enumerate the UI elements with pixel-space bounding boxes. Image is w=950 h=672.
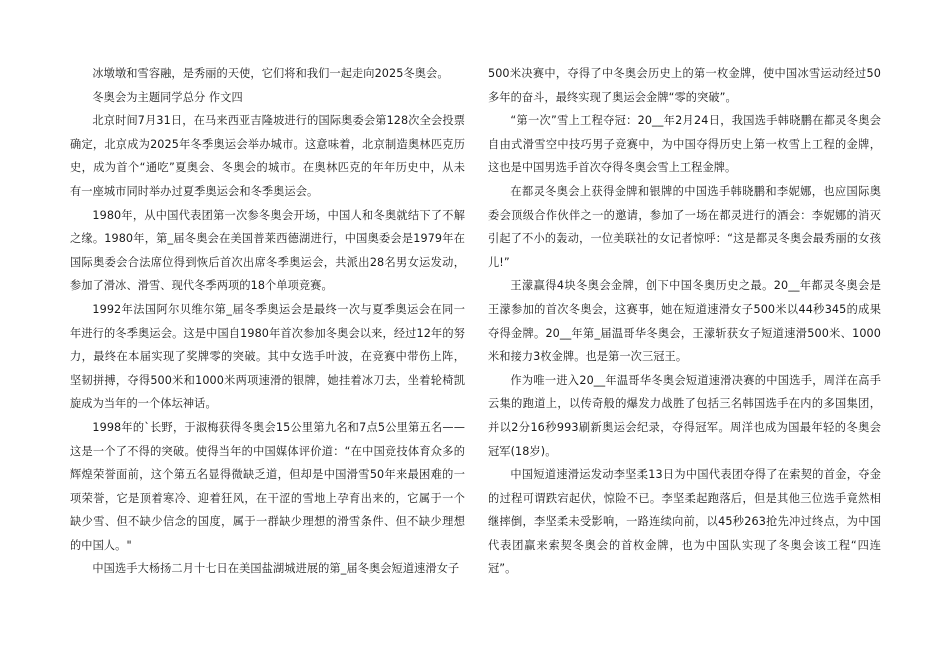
right-text-column bbox=[488, 62, 881, 581]
paragraph-continued: 500米决赛中，夺得了中冬奥会历史上的第一枚金牌，使中国冰雪运动经过50多年的奋斗，最终实现了奥运会金牌“零的突破”。 bbox=[488, 67, 881, 104]
paragraph: 作为唯一进入20__年温哥华冬奥会短道速滑决赛的中国选手，周洋在高手云集的跑道上，以传奇般的爆发力战胜了包括三名韩国选手在内的多国集团，并以2分16秒993刷新奥运会纪录，夺得冠军。周洋也成为国最年轻的冬奥会冠军(18岁)。 bbox=[488, 373, 881, 458]
paragraph: 在都灵冬奥会上获得金牌和银牌的中国选手韩晓鹏和李妮娜，也应国际奥委会顶级合作伙伴之一的邀请，参加了一场在都灵进行的酒会：李妮娜的消灭引起了不小的轰动，一位美联社的女记者惊呼：“这是都灵冬奥会最秀丽的女孩儿!” bbox=[488, 184, 881, 269]
paragraph: 1980年，从中国代表团第一次参冬奥会开场，中国人和冬奥就结下了不解之缘。1980年，第_届冬奥会在美国普莱西德湖进行，中国奥委会是1979年在国际奥委会合法席位得到恢后首次出席冬季奥运会，共派出28名男女运发动，参加了滑冰、滑雪、现代冬季两项的18个单项竞赛。 bbox=[70, 208, 465, 293]
essay-heading: 冬奥会为主题同学总分 作文四 bbox=[92, 90, 243, 104]
paragraph: 王濛赢得4块冬奥会金牌，创下中国冬奥历史之最。20__年都灵冬奥会是王濛参加的首次冬奥会，这赛事，她在短道速滑女子500米以44秒345的成果夺得金牌。20__年第_届温哥华冬奥会，王濛斩获女子短道速滑500米、1000米和接力3枚金牌。也是第一次三冠王。 bbox=[488, 279, 881, 364]
paragraph: 冰墩墩和雪容融，是秀丽的天使，它们将和我们一起走向2025冬奥会。 bbox=[92, 67, 449, 80]
paragraph: 1992年法国阿尔贝维尔第_届冬季奥运会是最终一次与夏季奥运会在同一年进行的冬季奥运会。这是中国自1980年首次参加冬奥会以来，经过12年的努力，最终在本届实现了奖牌零的突破。其中女选手叶波，在竞赛中带伤上阵，坚韧拼搏，夺得500米和1000米两项速滑的银牌，她挂着冰刀去，坐着轮椅凯旋成为当年的一个体坛神话。 bbox=[70, 302, 465, 411]
paragraph: 中国短道速滑运发动李坚柔13日为中国代表团夺得了在索契的首金，夺金的过程可谓跌宕起伏，惊险不已。李坚柔起跑落后，但是其他三位选手竟然相继摔倒，李坚柔未受影响，一路连续向前，以45秒263抢先冲过终点，为中国代表团赢来索契冬奥会的首枚金牌，也为中国队实现了冬奥会该工程“四连冠”。 bbox=[488, 468, 881, 576]
paragraph: 中国选手大杨扬二月十七日在美国盐湖城进展的第_届冬奥会短道速滑女子 bbox=[92, 562, 460, 576]
paragraph: 1998年的`长野，于淑梅获得冬奥会15公里第九名和7点5公里第五名——这是一个了不得的突破。使得当年的中国媒体评价道：“在中国竞技体育众多的辉煌荣誉面前，这个第五名显得微缺乏道，但却是中国滑雪50年来最困难的一项荣誉，它是顶着寒冷、迎着狂风，在干涩的雪地上孕育出来的，它属于一个缺少雪、但不缺少信念的国度，属于一群缺少理想的滑雪条件、但不缺少理想的中国人。" bbox=[70, 420, 465, 552]
paragraph: 北京时间7月31日，在马来西亚吉隆坡进行的国际奥委会第128次全会投票确定，北京成为2025年冬季奥运会举办城市。这意味着，北京制造奥林匹克历史，成为首个“通吃”夏奥会、冬奥会的城市。在奥林匹克的年年历史中，从未有一座城市同时举办过夏季奥运会和冬季奥运会。 bbox=[70, 114, 465, 198]
left-text-column bbox=[70, 62, 465, 581]
paragraph: “第一次”雪上工程夺冠：20__年2月24日，我国选手韩晓鹏在都灵冬奥会自由式滑雪空中技巧男子竞赛中，为中国夺得历史上第一枚雪上工程的金牌，这也是中国男选手首次夺得冬奥会雪上工程金牌。 bbox=[488, 114, 881, 175]
